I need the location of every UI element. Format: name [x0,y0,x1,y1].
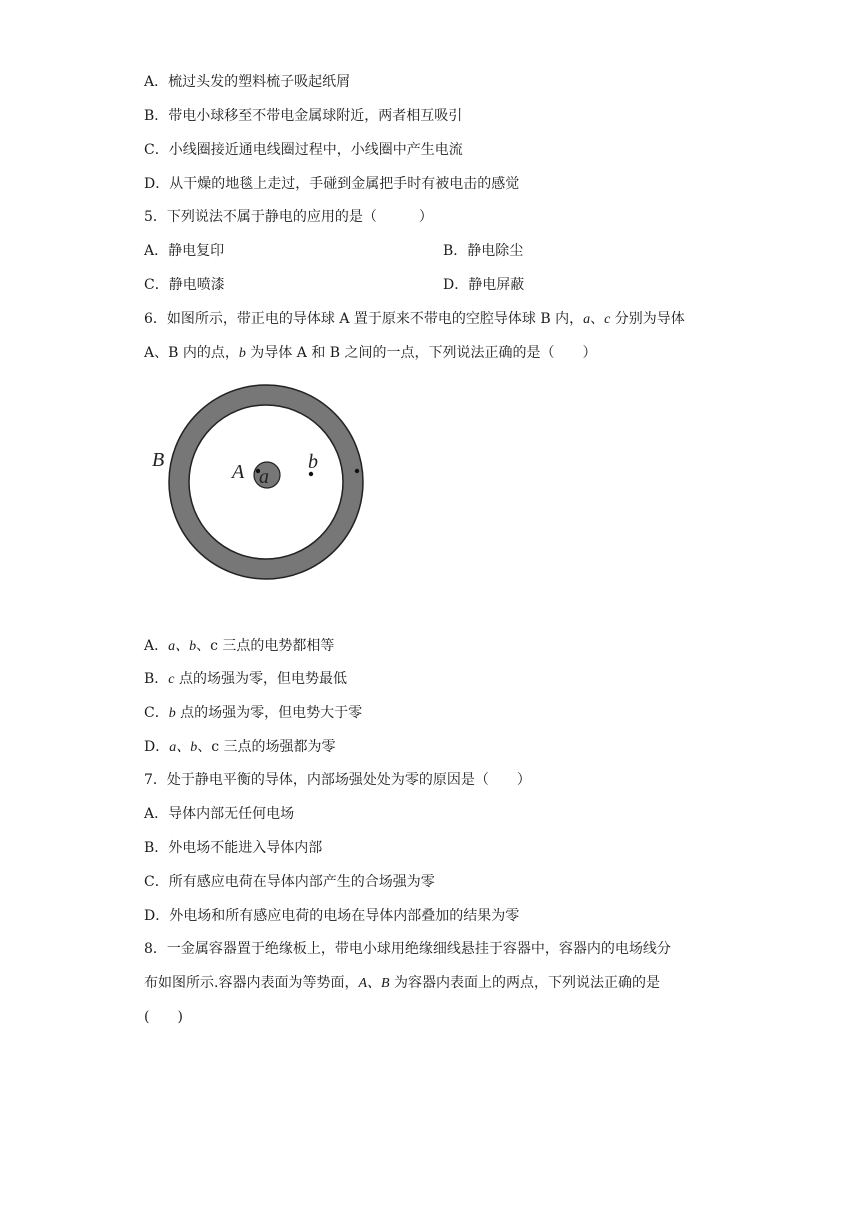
q7-stem: 7．处于静电平衡的导体，内部场强处处为零的原因是（ ） [144,772,531,788]
q8-stem-line3: ( ) [144,1009,183,1025]
q8-text-end: 为容器内表面上的两点，下列说法正确的是 [389,975,661,991]
q6-stem-text-end: 分别为导体 [610,311,685,327]
q6-option-a [144,636,334,657]
q6-d-vars: a、b [169,740,198,755]
q6-option-b [144,669,347,690]
label-point-b: b [308,451,318,473]
label-point-a: a [259,466,269,488]
q6-stem-line2 [144,343,597,364]
q6-stem-line1 [144,309,685,330]
q5-option-a: A．静电复印 [144,243,225,259]
q6-option-c [144,703,362,724]
q6-var-a: a [583,312,591,327]
q4-option-b: B．带电小球移至不带电金属球附近，两者相互吸引 [144,108,463,124]
q6-d-prefix: D． [144,739,170,755]
q4-option-c: C．小线圈接近通电线圈过程中，小线圈中产生电流 [144,142,463,158]
q6-a-prefix: A． [144,638,169,654]
q6-a-text: 、c 三点的电势都相等 [196,638,335,654]
q5-option-b: B．静电除尘 [443,243,524,259]
q6-d-text: 、c 三点的场强都为零 [197,739,336,755]
q8-stem-line1: 8．一金属容器置于绝缘板上，带电小球用绝缘细线悬挂于容器中，容器内的电场线分 [144,941,671,957]
q8-stem-line2 [144,973,660,994]
q6-var-c: c [604,312,611,327]
q6-stem-text2-end: 为导体 A 和 B 之间的一点，下列说法正确的是（ ） [245,345,597,361]
q6-c-var: b [168,706,176,721]
q4-option-d: D．从干燥的地毯上走过，手碰到金属把手时有被电击的感觉 [144,176,520,192]
q7-option-a: A．导体内部无任何电场 [144,806,295,822]
q6-c-text: 点的场强为零，但电势大于零 [175,705,363,721]
q6-stem-text2: A、B 内的点， [144,345,239,361]
q6-figure-spherical-conductors [140,372,380,592]
q5-option-d: D．静电屏蔽 [443,277,525,293]
label-outer-b: B [152,449,165,471]
q5-stem: 5．下列说法不属于静电的应用的是（ ） [144,209,433,225]
q8-vars: A、B [358,976,390,991]
q4-option-a: A．梳过头发的塑料梳子吸起纸屑 [144,74,351,90]
q5-option-c: C．静电喷漆 [144,277,225,293]
q6-stem-text: 6．如图所示，带正电的导体球 A 置于原来不带电的空腔导体球 B 内， [144,311,584,327]
point-c-dot [355,469,359,473]
q6-b-prefix: B． [144,671,169,687]
q6-option-d [144,737,336,758]
label-inner-a: A [232,461,245,483]
q6-b-text: 点的场强为零，但电势最低 [174,671,347,687]
q8-text: 布如图所示.容器内表面为等势面， [144,975,359,991]
q6-b-var: c [168,672,175,687]
q6-c-prefix: C． [144,705,169,721]
q7-option-b: B．外电场不能进入导体内部 [144,840,323,856]
q6-a-vars: a、b [168,639,197,654]
q7-option-c: C．所有感应电荷在导体内部产生的合场强为零 [144,874,435,890]
q7-option-d: D．外电场和所有感应电荷的电场在导体内部叠加的结果为零 [144,908,520,924]
q6-sep: 、 [590,311,605,327]
q6-var-b: b [238,346,246,361]
